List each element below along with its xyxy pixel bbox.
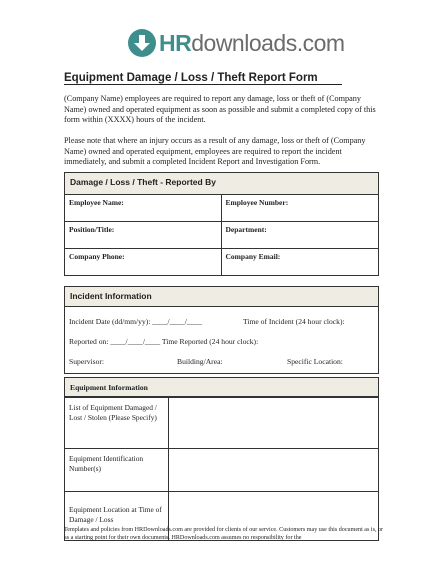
equipment-list-input[interactable] — [169, 398, 378, 448]
employee-number-field[interactable]: Employee Number: — [222, 195, 379, 222]
footer-disclaimer: Templates and policies from HRDownloads.com are provided for clients of our service. Customers may use this document as is, or as a starting point for their own documents. HRDownloads.com assumes no responsibility for the — [64, 527, 384, 541]
reported-by-heading: Damage / Loss / Theft - Reported By — [65, 173, 378, 195]
page-title: Equipment Damage / Loss / Theft Report Form — [64, 72, 342, 85]
reported-on-field[interactable]: Reported on: ____/____/____ Time Reported (24 hour clock): — [69, 337, 259, 346]
intro-paragraph: (Company Name) employees are required to report any damage, loss or theft of (Company Name) owned and operated equipment as soon as possible and submit a completed copy of this form within (XXXX) hours of the incident. — [64, 94, 376, 124]
equipment-id-input[interactable] — [169, 449, 378, 491]
reported-by-section — [64, 172, 379, 276]
department-field[interactable]: Department: — [222, 222, 379, 249]
equipment-id-row — [65, 448, 378, 491]
incident-information-section — [64, 286, 379, 374]
company-email-field[interactable]: Company Email: — [225, 252, 281, 261]
employee-name-field[interactable]: Employee Name: — [65, 195, 222, 222]
injury-note-paragraph: Please note that where an injury occurs as a result of any damage, loss or theft of (Company Name) owned and operated equipment, employees are required to report the incident immediately, and submit a completed Incident Report and Investigation Form. — [64, 136, 366, 166]
equipment-id-label: Equipment Identification Number(s) — [65, 449, 169, 491]
incident-information-heading: Incident Information — [65, 287, 378, 307]
company-phone-field[interactable]: Company Phone: — [65, 249, 222, 276]
equipment-information-heading: Equipment Information — [65, 378, 378, 397]
logo-text — [159, 30, 345, 57]
incident-date-field[interactable]: Incident Date (dd/mm/yy): ____/____/____ — [69, 317, 203, 326]
equipment-list-label: List of Equipment Damaged / Lost / Stolen (Please Specify) — [65, 398, 169, 448]
equipment-location-label: Equipment Location at Time of Damage / Loss — [65, 492, 169, 540]
logo-hr: HR — [159, 29, 192, 56]
equipment-list-row — [65, 397, 378, 448]
position-title-field[interactable]: Position/Title: — [65, 222, 222, 249]
reported-by-grid — [65, 195, 378, 276]
supervisor-field[interactable]: Supervisor: — [69, 357, 105, 366]
hrdownloads-logo — [128, 26, 345, 60]
logo-rest: downloads.com — [191, 29, 345, 56]
building-area-field[interactable]: Building/Area: — [177, 357, 223, 366]
download-arrow-icon — [128, 29, 156, 57]
equipment-information-section — [64, 377, 379, 541]
incident-time-field[interactable]: Time of Incident (24 hour clock): — [243, 317, 345, 326]
specific-location-field[interactable]: Specific Location: — [287, 357, 343, 366]
